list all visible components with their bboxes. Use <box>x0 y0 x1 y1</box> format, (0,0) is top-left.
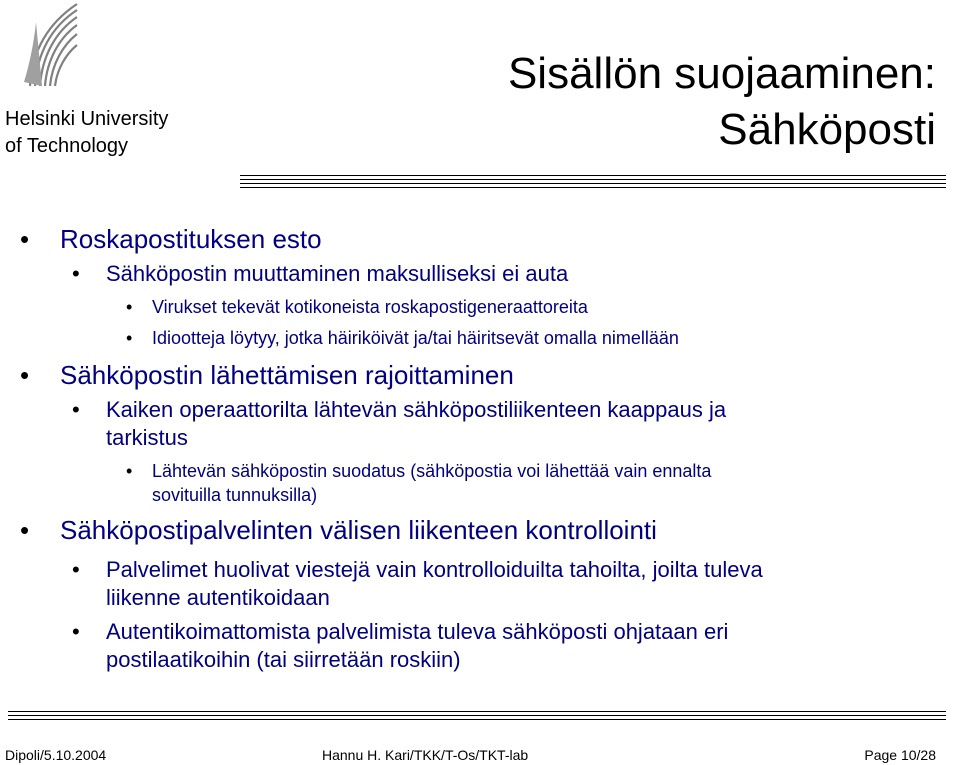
bullet-dot: • <box>20 515 30 545</box>
university-name-line2: of Technology <box>5 135 129 157</box>
bullet-autentikoimattomista-cont <box>106 646 461 674</box>
bullet-palvelimet-huolivat-cont <box>106 584 330 612</box>
bullet-text-line1: Lähtevän sähköpostin suodatus (sähköpostia voi lähettää vain ennalta <box>152 461 712 481</box>
bullet-text-line1: Palvelimet huolivat viestejä vain kontrolloiduilta tahoilta, joilta tuleva <box>106 557 763 582</box>
bullet-autentikoimattomista <box>72 618 729 646</box>
bullet-text: Sähköpostin lähettämisen rajoittaminen <box>60 360 514 390</box>
header-rule-2 <box>240 179 946 180</box>
bullet-text-line1: Kaiken operaattorilta lähtevän sähköpostiliikenteen kaappaus ja <box>106 397 727 422</box>
bullet-palvelinten-liikenne <box>20 515 657 545</box>
slide-title-line2: Sähköposti <box>718 105 936 154</box>
footer-page-number: Page 10/28 <box>864 747 936 763</box>
bullet-virukset <box>126 294 588 320</box>
bullet-lahettamisen-rajoittaminen <box>20 360 514 390</box>
bullet-kaiken-operaattorilta-cont <box>106 424 188 452</box>
bullet-dot: • <box>72 619 80 644</box>
bullet-text: Sähköpostipalvelinten välisen liikenteen kontrollointi <box>60 515 657 545</box>
bullet-roskapostituksen-esto <box>20 224 322 254</box>
footer-rule-3 <box>8 719 946 720</box>
bullet-lahtevan-suodatus <box>126 458 712 484</box>
slide-title <box>508 46 936 158</box>
bullet-text-line2: sovituilla tunnuksilla) <box>152 485 318 505</box>
bullet-idiootteja <box>126 325 679 351</box>
bullet-text-line1: Autentikoimattomista palvelimista tuleva sähköposti ohjataan eri <box>106 619 729 644</box>
bullet-sahkopostin-muuttaminen <box>72 260 569 288</box>
bullet-dot: • <box>72 397 80 422</box>
bullet-palvelimet-huolivat <box>72 556 763 584</box>
footer-author: Hannu H. Kari/TKK/T-Os/TKT-lab <box>322 747 529 763</box>
bullet-dot: • <box>72 261 80 286</box>
bullet-dot: • <box>20 360 30 390</box>
bullet-text: Idiootteja löytyy, jotka häiriköivät ja/tai häiritsevät omalla nimellään <box>152 328 679 348</box>
footer-rule-1 <box>8 711 946 712</box>
footer-date: Dipoli/5.10.2004 <box>5 747 107 763</box>
bullet-dot: • <box>126 461 133 481</box>
bullet-dot: • <box>72 557 80 582</box>
header-rule-1 <box>240 175 946 176</box>
slide-title-line1: Sisällön suojaaminen: <box>507 49 936 98</box>
bullet-text: Sähköpostin muuttaminen maksulliseksi ei auta <box>106 261 569 286</box>
header-rule-3 <box>240 183 946 184</box>
bullet-text: Roskapostituksen esto <box>60 224 322 254</box>
bullet-text: Virukset tekevät kotikoneista roskapostigeneraattoreita <box>152 297 588 317</box>
university-logo-icon <box>22 2 80 88</box>
bullet-dot: • <box>20 224 30 254</box>
bullet-text-line2: liikenne autentikoidaan <box>106 585 330 610</box>
header-rule-4 <box>240 187 946 188</box>
university-name <box>5 106 168 160</box>
bullet-dot: • <box>126 297 133 317</box>
bullet-kaiken-operaattorilta <box>72 396 727 424</box>
bullet-text-line2: postilaatikoihin (tai siirretään roskiin) <box>106 647 461 672</box>
footer-rule-2 <box>8 715 946 716</box>
university-name-line1: Helsinki University <box>5 108 169 130</box>
bullet-text-line2: tarkistus <box>106 425 188 450</box>
bullet-lahtevan-suodatus-cont <box>152 482 317 508</box>
bullet-dot: • <box>126 328 133 348</box>
